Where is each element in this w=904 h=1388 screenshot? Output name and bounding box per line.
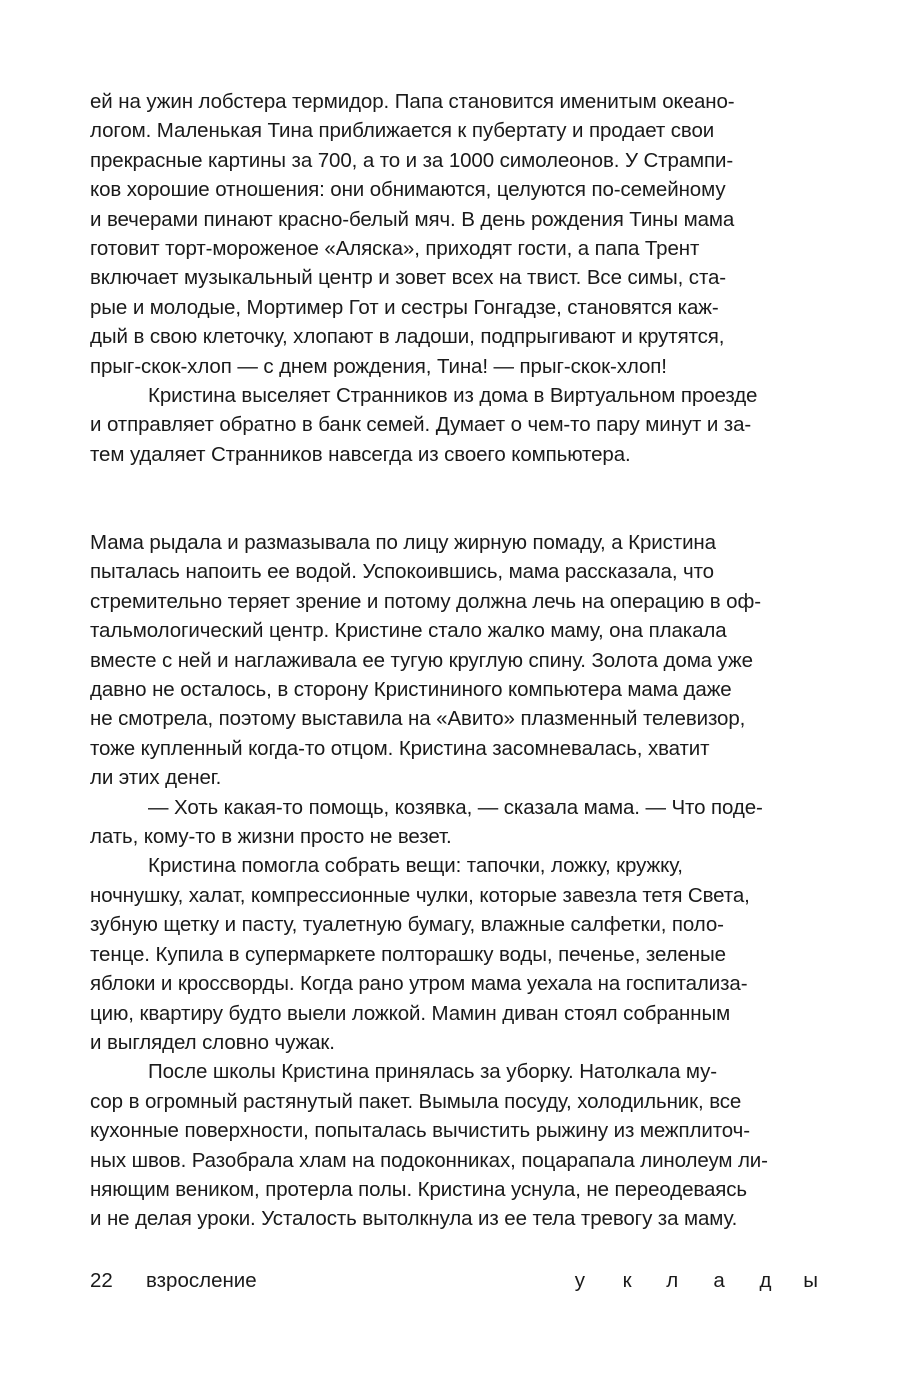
running-title-letter: л [666, 1269, 679, 1292]
text-block-top [90, 87, 820, 469]
text-line: ли этих денег. [90, 766, 222, 790]
text-line: стремительно теряет зрение и потому должна лечь на операцию в оф- [90, 589, 761, 613]
text-line: и отправляет обратно в банк семей. Думает о чем-то пару минут и за- [90, 413, 752, 437]
text-line: зубную щетку и пасту, туалетную бумагу, влажные салфетки, поло- [90, 913, 724, 937]
text-line: дый в свою клеточку, хлопают в ладоши, подпрыгивают и крутятся, [90, 325, 725, 349]
page-footer [90, 1266, 818, 1296]
text-line: няющим веником, протерла полы. Кристина уснула, не переодеваясь [90, 1177, 748, 1201]
text-line: не смотрела, поэтому выставила на «Авито» плазменный телевизор, [90, 707, 746, 731]
text-line: кухонные поверхности, попыталась вычистить рыжину из межплиточ- [90, 1119, 750, 1143]
running-title-letter: а [713, 1269, 725, 1292]
running-title-letter: к [622, 1269, 632, 1292]
text-line: цию, квартиру будто выели ложкой. Мамин диван стоял собранным [90, 1001, 731, 1025]
text-line: вместе с ней и наглаживала ее тугую круглую спину. Золота дома уже [90, 648, 753, 672]
text-line: Кристина выселяет Странников из дома в Виртуальном проезде [148, 384, 758, 408]
text-line: ей на ужин лобстера термидор. Папа становится именитым океано- [90, 90, 735, 113]
text-line: давно не осталось, в сторону Кристининого компьютера мама даже [90, 678, 732, 702]
text-line: сор в огромный растянутый пакет. Вымыла посуду, холодильник, все [90, 1089, 742, 1113]
text-line: логом. Маленькая Тина приближается к пубертату и продает свои [90, 119, 715, 143]
running-title-letter: у [574, 1269, 586, 1292]
running-title-letter: ы [803, 1269, 818, 1292]
text-line: ночнушку, халат, компрессионные чулки, которые завезла тетя Света, [90, 883, 750, 907]
text-line: тенце. Купила в супермаркете полторашку воды, печенье, зеленые [90, 942, 726, 966]
text-line: ных швов. Разобрала хлам на подоконниках, поцарапала линолеум ли- [90, 1148, 768, 1172]
page-number: 22 [90, 1269, 113, 1292]
text-line: включает музыкальный центр и зовет всех на твист. Все симы, ста- [90, 266, 727, 290]
text-line: прыг-скок-хлоп — с днем рождения, Тина! — прыг-скок-хлоп! [90, 354, 667, 378]
text-line: После школы Кристина принялась за уборку. Натолкала му- [148, 1060, 718, 1084]
text-line: рые и молодые, Мортимер Гот и сестры Гонгадзе, становятся каж- [90, 295, 719, 319]
text-line: Мама рыдала и размазывала по лицу жирную помаду, а Кристина [90, 531, 716, 554]
text-line: тем удаляет Странников навсегда из своего компьютера. [90, 442, 631, 466]
section-title: взросление [146, 1269, 257, 1292]
text-line: пыталась напоить ее водой. Успокоившись, мама рассказала, что [90, 560, 714, 584]
text-line: прекрасные картины за 700, а то и за 1000 симолеонов. У Стрампи- [90, 148, 734, 172]
text-line: и вечерами пинают красно-белый мяч. В день рождения Тины мама [90, 207, 735, 231]
text-line: и выглядел словно чужак. [90, 1030, 335, 1054]
text-line: яблоки и кроссворды. Когда рано утром мама уехала на госпитализа- [90, 972, 748, 996]
text-line: Кристина помогла собрать вещи: тапочки, ложку, кружку, [148, 854, 683, 878]
text-line: — Хоть какая-то помощь, козявка, — сказала мама. — Что поде- [148, 795, 763, 819]
text-block-main [90, 528, 820, 1234]
running-title-letter: д [759, 1269, 772, 1292]
text-line: ков хорошие отношения: они обнимаются, целуются по-семейному [90, 178, 726, 202]
running-title [538, 1266, 818, 1296]
text-line: лать, кому-то в жизни просто не везет. [90, 825, 452, 849]
text-line: и не делая уроки. Усталость вытолкнула из ее тела тревогу за маму. [90, 1207, 738, 1231]
text-line: тальмологический центр. Кристине стало жалко маму, она плакала [90, 619, 727, 643]
text-line: готовит торт-мороженое «Аляска», приходят гости, а папа Трент [90, 237, 700, 261]
text-line: тоже купленный когда-то отцом. Кристина засомневалась, хватит [90, 736, 710, 760]
